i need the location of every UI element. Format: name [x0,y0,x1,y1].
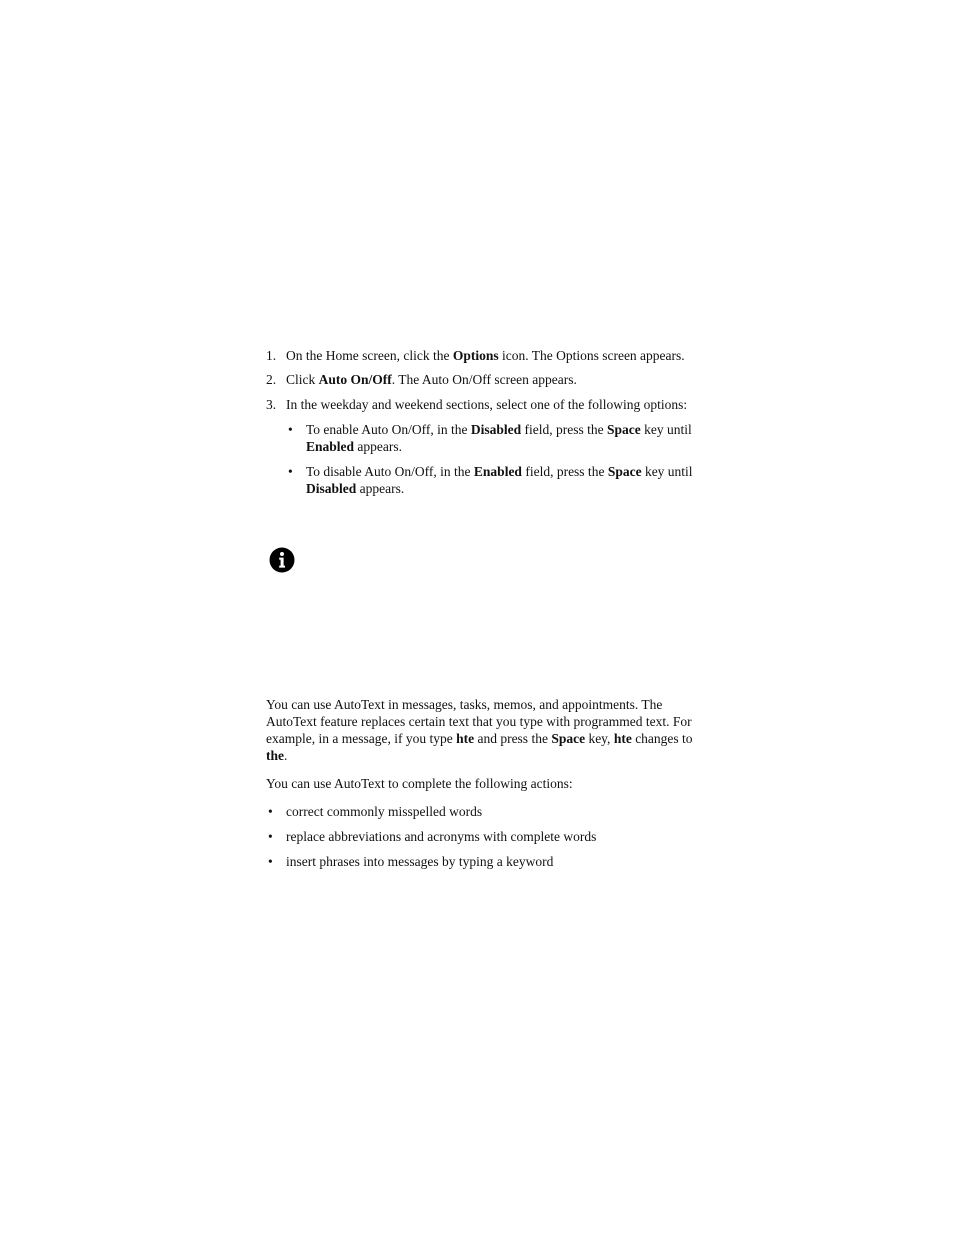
option-text: To enable Auto On/Off, in the [306,422,471,437]
step-text: icon. The Options screen appears. [498,348,685,363]
option-text: To disable Auto On/Off, in the [306,464,474,479]
step-text: On the Home screen, click the [286,348,453,363]
list-item-text: correct commonly misspelled words [286,804,483,819]
the-term: the [266,748,284,763]
step-1 [266,347,696,364]
step-3 [266,396,696,413]
auto-on-off-term: Auto On/Off [318,372,392,387]
list-item [266,853,696,870]
option-text: appears. [354,439,403,454]
enabled-term: Enabled [473,464,522,479]
info-icon [269,547,295,573]
option-text: appears. [356,481,405,496]
intro-text: and press the [474,731,552,746]
autotext-intro [266,696,696,764]
options-term: Options [452,348,499,363]
step-number: 3. [266,397,277,412]
step-2 [266,371,696,388]
hte-term: hte [456,731,475,746]
list-item-text: replace abbreviations and acronyms with complete words [286,829,597,844]
intro-text: key, [585,731,614,746]
autotext-actions-intro: You can use AutoText to complete the following actions: [266,776,573,791]
option-text: key until [640,422,692,437]
step-3-options [286,421,696,497]
list-item-text: insert phrases into messages by typing a keyword [286,854,554,869]
space-term: Space [607,422,641,437]
step-text: Click [286,372,319,387]
bullet-icon: • [268,804,273,819]
bullet-icon: • [288,422,293,437]
bullet-icon: • [288,464,293,479]
option-text: field, press the [521,464,608,479]
bullet-icon: • [268,829,273,844]
step-text: In the weekday and weekend sections, select one of the following options: [286,397,688,412]
disabled-term: Disabled [470,422,522,437]
intro-text: . [284,748,288,763]
step-text: . The Auto On/Off screen appears. [391,372,577,387]
hte-term: hte [613,731,632,746]
autotext-section [266,696,696,870]
option-disable [286,463,696,497]
auto-on-off-steps [266,347,696,497]
option-enable [286,421,696,455]
enabled-term: Enabled [306,439,355,454]
intro-text: You can use AutoText in messages, tasks, memos, and appointments. The AutoText feature replaces certain text that you type with programmed text. For example, in a message, if you type [266,697,692,746]
list-item [266,828,696,845]
intro-text: changes to [631,731,693,746]
space-term: Space [551,731,586,746]
space-term: Space [607,464,642,479]
option-text: field, press the [521,422,608,437]
step-number: 2. [266,372,277,387]
step-number: 1. [266,348,277,363]
list-item [266,803,696,820]
disabled-term: Disabled [306,481,357,496]
bullet-icon: • [268,854,273,869]
option-text: key until [641,464,693,479]
